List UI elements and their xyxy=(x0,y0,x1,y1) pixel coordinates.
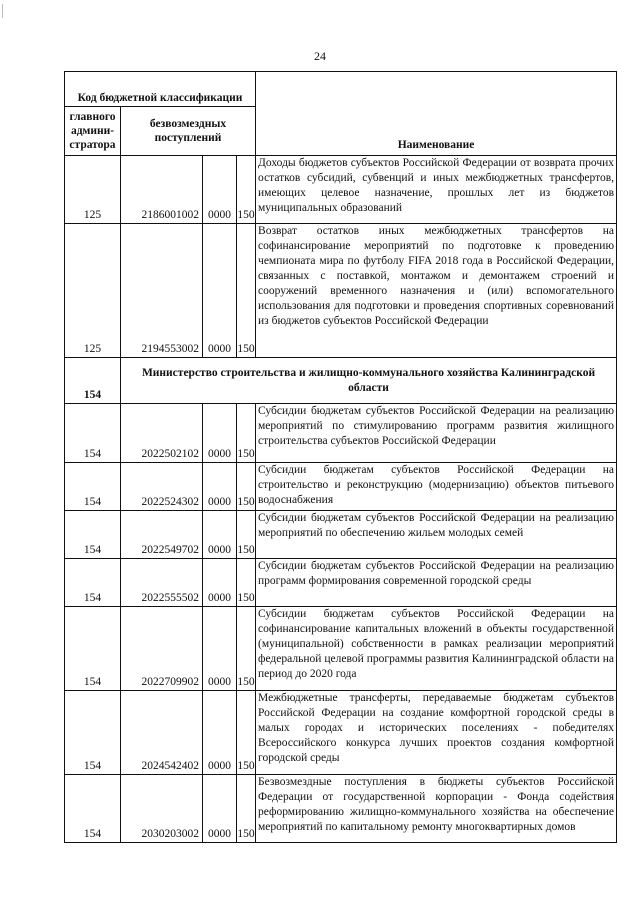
revenue-code: 2030203002 xyxy=(121,775,203,843)
revenue-description: Безвозмездные поступления в бюджеты субъектов Российской Федерации от государственной корпорации - Фонда содействия реформированию жилищно-коммунального хозяйства на обеспечение мероприятий по капитальному ремонту многоквартирных домов xyxy=(256,775,617,843)
code-group-header: Код бюджетной классификации xyxy=(65,72,256,107)
section-row xyxy=(65,358,617,404)
revenue-description: Субсидии бюджетам субъектов Российской Федерации на реализацию программ формирования современной городской среды xyxy=(256,559,617,607)
revenue-description: Межбюджетные трансферты, передаваемые бюджетам субъектов Российской Федерации на создание комфортной городской среды в малых городах и исторических поселениях - победителях Всероссийского конкурса лучших проектов создания комфортной городской среды xyxy=(256,691,617,775)
page-number: 24 xyxy=(314,49,326,63)
table-row xyxy=(65,156,617,224)
revenue-description: Субсидии бюджетам субъектов Российской Федерации на софинансирование капитальных вложений в объекты государственной (муниципальной) собственности в рамках реализации мероприятий федеральной целевой программы развития Калининградской области на период до 2020 года xyxy=(256,607,617,691)
revenue-kind-code: 150 xyxy=(237,511,256,559)
subprogram-code: 0000 xyxy=(203,156,237,224)
table-row xyxy=(65,775,617,843)
table-row xyxy=(65,404,617,463)
revenue-kind-code: 150 xyxy=(237,463,256,511)
table-row xyxy=(65,511,617,559)
subprogram-code: 0000 xyxy=(203,607,237,691)
section-title: Министерство строительства и жилищно-коммунального хозяйства Калининградской области xyxy=(121,358,617,404)
table-body xyxy=(65,156,617,843)
name-column-header: Наименование xyxy=(256,72,617,156)
subprogram-code: 0000 xyxy=(203,775,237,843)
scan-edge-mark xyxy=(2,4,3,18)
revenue-kind-code: 150 xyxy=(237,156,256,224)
table-row xyxy=(65,691,617,775)
subprogram-code: 0000 xyxy=(203,559,237,607)
admin-column-header: главного админи- стратора xyxy=(65,107,121,156)
admin-code: 154 xyxy=(65,463,121,511)
budget-classification-table xyxy=(64,71,617,843)
revenue-kind-code: 150 xyxy=(237,224,256,358)
revenue-description: Возврат остатков иных межбюджетных трансфертов на софинансирование мероприятий по подготовке к проведению чемпионата мира по футболу FIFA 2018 года в Российской Федерации, связанных с поставкой, монтажом и демонтажем строений и сооружений временного назначения и (или) вспомогательного использования для подготовки и проведения спортивных соревнований из бюджетов субъектов Российской Федерации xyxy=(256,224,617,358)
admin-code: 154 xyxy=(65,775,121,843)
subprogram-code: 0000 xyxy=(203,224,237,358)
admin-code: 125 xyxy=(65,156,121,224)
admin-code: 154 xyxy=(65,404,121,463)
revenue-description: Субсидии бюджетам субъектов Российской Федерации на строительство и реконструкцию (модернизацию) объектов питьевого водоснабжения xyxy=(256,463,617,511)
admin-code: 154 xyxy=(65,511,121,559)
revenue-kind-code: 150 xyxy=(237,607,256,691)
table-row xyxy=(65,559,617,607)
subprogram-code: 0000 xyxy=(203,463,237,511)
revenue-code: 2024542402 xyxy=(121,691,203,775)
revenue-kind-code: 150 xyxy=(237,775,256,843)
revenue-kind-code: 150 xyxy=(237,691,256,775)
admin-code: 154 xyxy=(65,691,121,775)
revenue-column-header: безвозмездных поступлений xyxy=(121,107,256,156)
revenue-code: 2186001002 xyxy=(121,156,203,224)
revenue-code: 2022502102 xyxy=(121,404,203,463)
subprogram-code: 0000 xyxy=(203,404,237,463)
admin-code: 125 xyxy=(65,224,121,358)
revenue-description: Субсидии бюджетам субъектов Российской Федерации на реализацию мероприятий по стимулированию программ развития жилищного строительства субъектов Российской Федерации xyxy=(256,404,617,463)
revenue-kind-code: 150 xyxy=(237,404,256,463)
revenue-kind-code: 150 xyxy=(237,559,256,607)
revenue-code: 2022524302 xyxy=(121,463,203,511)
subprogram-code: 0000 xyxy=(203,511,237,559)
table-row xyxy=(65,607,617,691)
subprogram-code: 0000 xyxy=(203,691,237,775)
admin-code: 154 xyxy=(65,607,121,691)
table-row xyxy=(65,224,617,358)
section-admin-code: 154 xyxy=(65,358,121,404)
table-row xyxy=(65,463,617,511)
revenue-code: 2022555502 xyxy=(121,559,203,607)
revenue-code: 2022709902 xyxy=(121,607,203,691)
revenue-description: Доходы бюджетов субъектов Российской Федерации от возврата прочих остатков субсидий, субвенций и иных межбюджетных трансфертов, имеющих целевое назначение, прошлых лет из бюджетов муниципальных образований xyxy=(256,156,617,224)
admin-code: 154 xyxy=(65,559,121,607)
revenue-code: 2022549702 xyxy=(121,511,203,559)
revenue-code: 2194553002 xyxy=(121,224,203,358)
revenue-description: Субсидии бюджетам субъектов Российской Федерации на реализацию мероприятий по обеспечению жильем молодых семей xyxy=(256,511,617,559)
